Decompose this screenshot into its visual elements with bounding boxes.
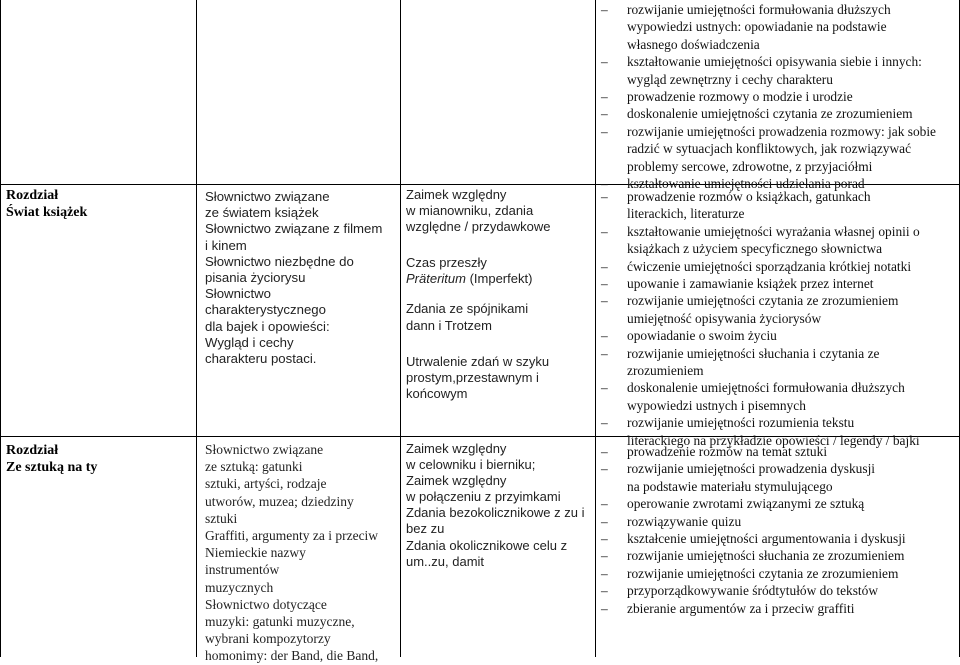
skill-text: kształcenie umiejętności argumentowania i dyskusji bbox=[627, 531, 906, 547]
grammar-item: bez zu bbox=[406, 521, 445, 537]
skills-list-art bbox=[601, 443, 957, 617]
dash-bullet: – bbox=[601, 89, 608, 105]
dash-bullet: – bbox=[601, 54, 608, 70]
skill-text: prowadzenie rozmów na temat sztuki bbox=[627, 444, 828, 459]
skills-list-books bbox=[601, 188, 957, 449]
grammar-item: Zaimek względny bbox=[406, 187, 507, 202]
dash-bullet: – bbox=[601, 223, 608, 239]
grammar-item: Präteritum (Imperfekt) bbox=[406, 271, 533, 287]
vocabulary-line: wybrani kompozytorzy bbox=[205, 631, 331, 647]
skill-item bbox=[601, 547, 957, 564]
vocabulary-line: instrumentów bbox=[205, 562, 280, 578]
skill-text: zrozumieniem bbox=[627, 363, 704, 379]
vocabulary-line: Słownictwo niezbędne do bbox=[205, 253, 354, 269]
grammar-list-books bbox=[406, 187, 551, 402]
skill-text: prowadzenie rozmowy o modzie i urodzie bbox=[627, 89, 853, 105]
dash-bullet: – bbox=[601, 513, 608, 529]
vocabulary-line: Słownictwo związane bbox=[205, 442, 324, 457]
dash-bullet: – bbox=[601, 258, 608, 274]
vocabulary-line: Słownictwo bbox=[205, 286, 271, 302]
skill-text: wypowiedzi ustnych: opowiadanie na podstawie bbox=[627, 19, 887, 35]
skill-item bbox=[601, 1, 957, 53]
skill-text: kształtowanie umiejętności udzielania porad bbox=[627, 176, 865, 192]
skill-text: upowanie i zamawianie książek przez internet bbox=[627, 276, 874, 292]
dash-bullet: – bbox=[601, 106, 608, 122]
skill-text: książkach z użyciem specyficznego słownictwa bbox=[627, 241, 883, 257]
skill-item bbox=[601, 123, 957, 175]
skill-text: kształtowanie umiejętności opisywania siebie i innych: bbox=[627, 54, 922, 70]
grammar-item: w połączeniu z przyimkami bbox=[406, 489, 561, 505]
grammar-item: Zdania bezokolicznikowe z zu i bbox=[406, 505, 585, 521]
vocabulary-line: ze sztuką: gatunki bbox=[205, 459, 303, 475]
skill-item bbox=[601, 345, 957, 380]
table-border-left bbox=[0, 0, 1, 657]
skill-text: doskonalenie umiejętności formułowania dłuższych bbox=[627, 380, 905, 396]
vocabulary-line: utworów, muzea; dziedziny bbox=[205, 493, 354, 509]
skill-text: rozwijanie umiejętności słuchania i czytania ze bbox=[627, 345, 880, 361]
vocabulary-list-art bbox=[205, 441, 378, 665]
skill-text: rozwijanie umiejętności prowadzenia dyskusji bbox=[627, 461, 876, 477]
vocabulary-line: homonimy: der Band, die Band, bbox=[205, 648, 379, 664]
skill-text: literackich, literaturze bbox=[627, 206, 745, 222]
dash-bullet: – bbox=[601, 276, 608, 292]
grammar-item: prostym,przestawnym i bbox=[406, 369, 539, 385]
vocabulary-line: muzycznych bbox=[205, 579, 274, 595]
skill-item bbox=[601, 443, 957, 460]
skill-text: rozwijanie umiejętności słuchania ze zrozumieniem bbox=[627, 548, 905, 564]
dash-bullet: – bbox=[601, 328, 608, 344]
skill-item bbox=[601, 275, 957, 292]
vocabulary-list-books bbox=[205, 189, 382, 367]
dash-bullet: – bbox=[601, 600, 608, 616]
skill-item bbox=[601, 600, 957, 617]
vocabulary-line: Słownictwo związane z filmem bbox=[205, 221, 383, 237]
skill-text: rozwijanie umiejętności czytania ze zrozumieniem bbox=[627, 293, 899, 309]
skill-text: operowanie zwrotami związanymi ze sztuką bbox=[627, 496, 865, 512]
skill-text: własnego doświadczenia bbox=[627, 36, 760, 52]
column-divider bbox=[400, 0, 401, 657]
vocabulary-line: sztuki, artyści, rodzaje bbox=[205, 476, 327, 492]
dash-bullet: – bbox=[601, 415, 608, 431]
skill-item bbox=[601, 327, 957, 344]
skill-text: na podstawie materiału stymulującego bbox=[627, 478, 833, 494]
vocabulary-line: Słownictwo związane bbox=[205, 189, 330, 204]
dash-bullet: – bbox=[601, 496, 608, 512]
dash-bullet: – bbox=[601, 444, 608, 459]
skill-text: rozwijanie umiejętności czytania ze zrozumieniem bbox=[627, 565, 899, 581]
skill-item bbox=[601, 513, 957, 530]
grammar-item: w celowniku i bierniku; bbox=[406, 457, 536, 473]
grammar-item: um..zu, damit bbox=[406, 553, 485, 569]
column-divider bbox=[196, 0, 197, 657]
dash-bullet: – bbox=[601, 189, 608, 204]
dash-bullet: – bbox=[601, 565, 608, 581]
skills-list-previous bbox=[601, 1, 957, 192]
skill-text: radzić w sytuacjach konfliktowych, jak rozwiązywać bbox=[627, 141, 912, 157]
grammar-item: końcowym bbox=[406, 385, 468, 401]
column-divider bbox=[595, 0, 596, 657]
skill-text: prowadzenie rozmów o książkach, gatunkach bbox=[627, 189, 871, 204]
skill-text: zbieranie argumentów za i przeciw graffiti bbox=[627, 600, 855, 616]
skill-item bbox=[601, 565, 957, 582]
skill-text: kształtowanie umiejętności wyrażania własnej opinii o bbox=[627, 223, 920, 239]
dash-bullet: – bbox=[601, 293, 608, 309]
dash-bullet: – bbox=[601, 380, 608, 396]
skill-item bbox=[601, 495, 957, 512]
grammar-item: Zdania okolicznikowe celu z bbox=[406, 537, 568, 553]
skill-item bbox=[601, 379, 957, 414]
skill-item bbox=[601, 258, 957, 275]
skill-text: rozwiązywanie quizu bbox=[627, 513, 742, 529]
vocabulary-line: i kinem bbox=[205, 237, 247, 253]
dash-bullet: – bbox=[601, 345, 608, 361]
vocabulary-line: Wygląd i cechy bbox=[205, 334, 294, 350]
skill-item bbox=[601, 582, 957, 599]
skill-text: przyporządkowywanie śródtytułów do tekstów bbox=[627, 583, 879, 599]
vocabulary-line: charakterystycznego bbox=[205, 302, 326, 318]
grammar-item: względne / przydawkowe bbox=[406, 219, 551, 235]
skill-text: ćwiczenie umiejętności sporządzania krótkiej notatki bbox=[627, 258, 912, 274]
vocabulary-line: charakteru postaci. bbox=[205, 351, 317, 367]
dash-bullet: – bbox=[601, 123, 608, 139]
dash-bullet: – bbox=[601, 2, 608, 17]
skill-item bbox=[601, 292, 957, 327]
vocabulary-line: sztuki bbox=[205, 510, 238, 526]
grammar-item: Utrwalenie zdań w szyku bbox=[406, 353, 550, 369]
grammar-item: Czas przeszły bbox=[406, 255, 487, 271]
grammar-list-art bbox=[406, 441, 584, 570]
vocabulary-line: Graffiti, argumenty za i przeciw bbox=[205, 528, 379, 544]
skill-text: rozwijanie umiejętności rozumienia tekstu bbox=[627, 415, 855, 431]
grammar-item: Zdania ze spójnikami bbox=[406, 301, 529, 317]
skill-text: opowiadanie o swoim życiu bbox=[627, 328, 777, 344]
skill-item bbox=[601, 460, 957, 495]
vocabulary-line: ze światem książek bbox=[205, 205, 319, 221]
vocabulary-line: pisania życiorysu bbox=[205, 270, 306, 286]
skill-text: umiejętność opisywania życiorysów bbox=[627, 310, 822, 326]
dash-bullet: – bbox=[601, 531, 608, 547]
skill-item bbox=[601, 188, 957, 223]
skill-item bbox=[601, 53, 957, 88]
section-title-art: Rozdział Ze sztuką na ty bbox=[6, 443, 98, 475]
vocabulary-line: muzyki: gatunki muzyczne, bbox=[205, 614, 355, 630]
section-title-world-of-books: Rozdział Świat książek bbox=[6, 188, 88, 220]
vocabulary-line: Słownictwo dotyczące bbox=[205, 596, 327, 612]
grammar-item: Zaimek względny bbox=[406, 473, 507, 489]
dash-bullet: – bbox=[601, 176, 608, 192]
vocabulary-line: Niemieckie nazwy bbox=[205, 545, 306, 561]
dash-bullet: – bbox=[601, 583, 608, 599]
skill-item bbox=[601, 88, 957, 105]
skill-item bbox=[601, 105, 957, 122]
skill-item bbox=[601, 530, 957, 547]
skill-text: wypowiedzi ustnych i pisemnych bbox=[627, 397, 806, 413]
skill-text: rozwijanie umiejętności formułowania dłuższych bbox=[627, 2, 891, 17]
skill-text: rozwijanie umiejętności prowadzenia rozmowy: jak sobie bbox=[627, 123, 936, 139]
dash-bullet: – bbox=[601, 548, 608, 564]
skill-text: literackiego na przykładzie opowieści / legendy / bajki bbox=[627, 432, 920, 448]
grammar-item: dann i Trotzem bbox=[406, 317, 492, 333]
skill-text: wygląd zewnętrzny i cechy charakteru bbox=[627, 71, 833, 87]
grammar-item: Zaimek względny bbox=[406, 441, 507, 456]
skill-item bbox=[601, 223, 957, 258]
dash-bullet: – bbox=[601, 461, 608, 477]
grammar-item: w mianowniku, zdania bbox=[406, 203, 534, 219]
skill-text: doskonalenie umiejętności czytania ze zrozumieniem bbox=[627, 106, 913, 122]
vocabulary-line: dla bajek i opowieści: bbox=[205, 318, 330, 334]
skill-text: problemy sercowe, zdrowotne, z przyjaciółmi bbox=[627, 158, 873, 174]
